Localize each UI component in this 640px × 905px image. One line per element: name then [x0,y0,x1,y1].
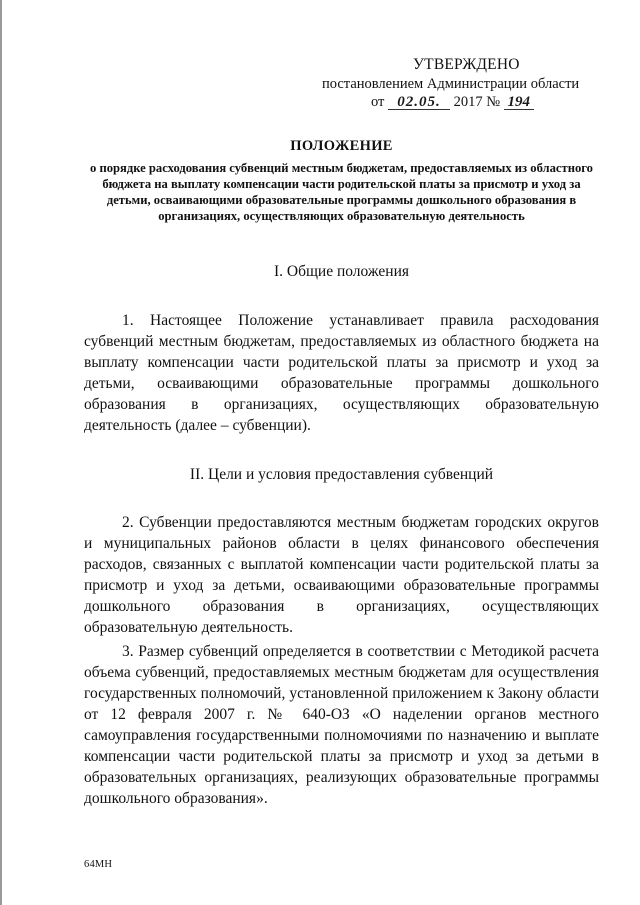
paragraph-3: 3. Размер субвенций определяется в соответствии с Методикой расчета объема субвенций, предоставляемых местным бюджетам для осуществления государственных полномочий, установленной приложением к Закону области от 12 февраля 2007 г. № 640-ОЗ «О наделении органов местного самоуправления государственными полномочиями по назначению и выплате компенсации части родительской платы за присмотр и уход за детьми в образовательных организациях, реализующих образовательные программы дошкольного образования». [84,643,599,807]
approval-authority: постановлением Администрации области [322,76,580,92]
paragraph-1: 1. Настоящее Положение устанавливает правила расходования субвенций местным бюджетам, предоставляемых из областного бюджета на выплату компенсации части родительской платы за присмотр и уход за детьми, осваивающими образовательные программы дошкольного образования в организациях, осуществляющих образовательную деятельность (далее – субвенции). [84,312,599,434]
approval-date-line [84,93,640,111]
scan-edge-border [0,0,2,905]
handwritten-number: 194 [504,95,534,110]
document-title: ПОЛОЖЕНИЕ [290,138,393,154]
handwritten-date: 02.05. [388,95,450,110]
document-subtitle: о порядке расходования субвенций местным бюджетам, предоставляемых из областного бюджета на выплату компенсации части родительской платы за присмотр и уход за детьми, осваивающими образовательные программы дошкольного образования в организациях, осуществляющих образовательную деятельность [90,161,593,223]
section-heading-general: I. Общие положения [273,263,410,280]
approval-title: УТВЕРЖДЕНО [413,56,520,73]
approval-year-text: 2017 № [453,94,501,110]
footer-code: 64МН [84,859,113,870]
approval-date-prefix: от [371,94,385,110]
paragraph-2: 2. Субвенции предоставляются местным бюджетам городских округов и муниципальных районов области в целях финансового обеспечения расходов, связанных с выплатой компенсации части родительской платы за присмотр и уход за детьми, осваивающими образовательные программы дошкольного образования в организациях, осуществляющих образовательную деятельность. [84,514,599,636]
section-heading-goals: II. Цели и условия предоставления субвенций [189,466,494,483]
